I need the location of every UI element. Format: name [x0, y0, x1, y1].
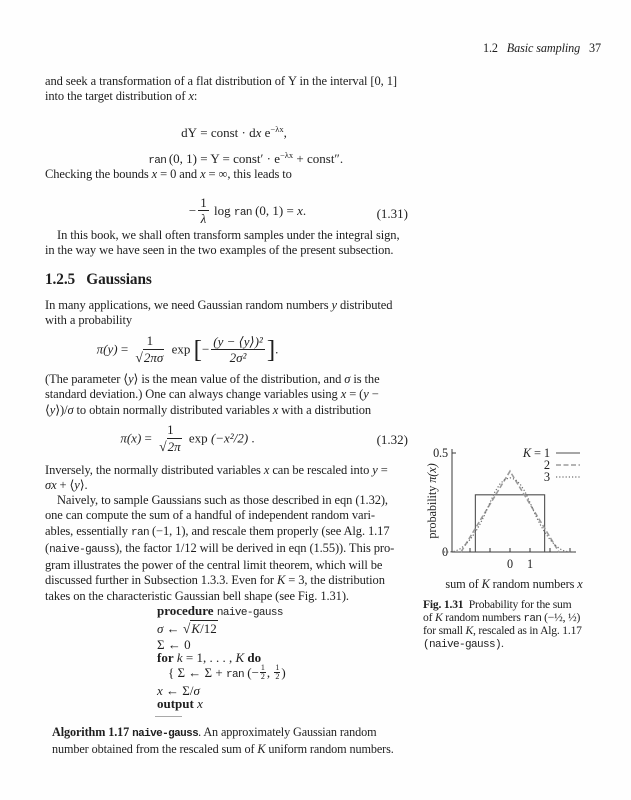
text-segment: σx — [45, 478, 57, 493]
running-header — [483, 41, 601, 56]
text-segment: K — [191, 621, 201, 636]
algorithm-caption — [52, 725, 394, 757]
text-segment: Fig. 1.31 — [423, 598, 464, 611]
text-segment: Probability for the sum — [463, 598, 572, 611]
equation-row — [117, 118, 343, 144]
small-fraction: $\frac{1}{2}$ — [260, 663, 265, 681]
text-segment: 37 — [580, 41, 601, 55]
text-segment: number obtained from the rescaled sum of — [52, 742, 258, 756]
fraction: $\frac{\text{(y − ⟨y⟩)²}}{\text{2σ²}}$ — [213, 333, 263, 365]
text-segment: ⟨ — [45, 402, 50, 417]
equation-content: π(x) = 1 √2π exp (−x²/2) . — [120, 422, 255, 455]
legend-label: 2 — [543, 458, 550, 472]
text-segment: 1.2 — [482, 41, 507, 55]
text-segment: and seek a transformation of a flat distribution of Υ in the interval [0, 1] — [45, 74, 397, 88]
equation-rhs: = const · dx $e^{-\lambda x}$, — [200, 124, 287, 140]
x-tick-label: 0 — [507, 557, 513, 571]
x-axis-label: sum of K random numbers x — [445, 577, 583, 591]
text-line — [45, 89, 397, 104]
paragraph-naively — [45, 493, 394, 604]
text-segment: In many applications, we need Gaussian random numbers — [45, 298, 332, 312]
text-segment: K — [257, 742, 266, 756]
text-segment: is the — [350, 372, 380, 386]
text-line — [45, 313, 392, 328]
text-segment: { Σ ← Σ + — [168, 665, 226, 680]
text-segment: naive-gauss — [216, 607, 283, 619]
equation-lhs: ran (0, 1) — [148, 151, 197, 167]
equation-pi-y — [45, 334, 408, 367]
text-segment: = ∞, this leads to — [205, 167, 292, 181]
text-segment: can be rescaled into — [269, 463, 373, 477]
text-segment: ← Σ/ — [162, 683, 194, 698]
text-segment: random numbers — [442, 610, 524, 624]
equation-lhs: dΥ — [181, 125, 197, 140]
text-line — [45, 478, 388, 493]
text-segment: = — [377, 463, 388, 477]
algorithm-line: { Σ ← Σ + ran (− $\frac{1}{2}$ , $\frac{1}{2}$ ) — [168, 663, 286, 681]
series-3-line — [444, 478, 576, 552]
superscript: −λx — [279, 150, 294, 160]
legend-label: K = 1 — [522, 446, 550, 460]
sqrt-radical: √ — [182, 621, 191, 636]
text-line — [45, 493, 394, 508]
text-segment: one can compute the sum of a handful of independent random vari- — [45, 508, 375, 523]
text-line — [45, 372, 380, 387]
text-segment: gram illustrates the power of the central limit theorem, which will be — [45, 558, 383, 573]
text-segment: ( — [45, 540, 50, 555]
text-segment: σ — [193, 683, 200, 698]
text-line — [45, 589, 394, 604]
text-line — [45, 573, 394, 588]
text-segment: Basic sampling — [506, 41, 581, 55]
text-line — [45, 228, 399, 243]
text-segment: into the target distribution of — [45, 89, 189, 104]
paragraph-seek-transformation — [45, 74, 397, 105]
equation-dupsilon — [117, 118, 343, 172]
equation-rhs: = Υ = const′ · $e^{-\lambda x}$ + const″. — [200, 150, 344, 166]
text-segment: ( — [243, 665, 252, 680]
text-line — [45, 387, 380, 402]
section-heading — [45, 271, 152, 289]
algorithm-line — [157, 604, 286, 620]
algorithm-naive-gauss — [157, 604, 286, 717]
text-segment: Algorithm 1.17 — [52, 725, 130, 739]
text-line — [45, 243, 399, 258]
paragraph-in-this-book — [45, 228, 399, 259]
text-line — [45, 403, 380, 418]
equation-number: (1.32) — [376, 432, 408, 447]
text-segment: with a probability — [45, 313, 133, 328]
text-segment: /12 — [200, 621, 217, 636]
text-segment: − — [368, 387, 379, 402]
y-tick-label: 0 — [442, 545, 448, 559]
legend-label: 3 — [543, 470, 550, 484]
text-segment: Checking the bounds — [45, 167, 152, 181]
text-segment: + ⟨ — [56, 478, 75, 493]
right-bracket: ] — [266, 336, 276, 364]
text-segment: y — [331, 298, 337, 312]
y-axis-label: probability π(x) — [425, 463, 439, 539]
text-segment: x — [197, 696, 203, 711]
text-segment: K — [434, 610, 443, 624]
text-segment: K — [276, 573, 286, 588]
text-segment: naive-gauss — [49, 543, 116, 556]
equation-1-32 — [45, 423, 408, 456]
text-segment: for — [157, 650, 174, 665]
text-segment: in the way we have seen in the two examples of the present subsection. — [45, 243, 394, 258]
algorithm-line — [157, 697, 286, 711]
text-segment: = ( — [346, 387, 364, 402]
x-tick-label: 1 — [527, 557, 533, 571]
text-segment: of — [423, 610, 435, 624]
text-segment: y — [74, 478, 80, 493]
text-segment: distributed — [337, 298, 393, 312]
text-segment: naive-gauss — [132, 728, 199, 740]
small-fraction: $\frac{1}{2}$ — [275, 663, 280, 681]
paragraph-checking-bounds — [45, 167, 292, 182]
series-1-line — [475, 495, 544, 552]
text-line — [45, 524, 394, 541]
text-segment: procedure — [157, 603, 214, 618]
paragraph-parameter — [45, 372, 380, 418]
text-segment: do — [247, 650, 262, 665]
text-segment: x — [188, 89, 194, 104]
figure-caption — [423, 599, 629, 652]
text-line — [52, 725, 394, 742]
sqrt-radical: √ — [135, 350, 143, 366]
text-segment: x — [263, 463, 270, 477]
text-segment: standard deviation.) One can always change variables using — [45, 387, 341, 402]
probability-chart — [423, 438, 631, 598]
text-segment: σ — [157, 621, 164, 636]
text-segment: In this book, we shall often transform samples under the integral sign, — [57, 228, 400, 242]
text-segment: takes on the characteristic Gaussian bell shape (see Fig. 1.31). — [45, 588, 349, 603]
text-segment: (naive-gauss) — [423, 639, 502, 652]
equation-number: (1.31) — [376, 206, 408, 221]
fraction: $\frac{1}{\lambda}$ — [200, 195, 207, 227]
text-segment: uniform random numbers. — [265, 742, 394, 756]
text-line — [45, 558, 394, 573]
text-segment: ⟩)/ — [55, 402, 68, 417]
text-segment: = 3, the distribution — [285, 573, 385, 588]
text-segment: = 0 and — [157, 167, 201, 181]
text-segment: Σ ← 0 — [157, 637, 191, 652]
text-segment: (−1, 1), and rescale them properly (see Alg. 1.17 — [148, 523, 390, 538]
text-segment: Naively, to sample Gaussians such as those described in eqn (1.32), — [57, 493, 388, 507]
text-line — [45, 74, 397, 89]
text-segment: , rescaled as in Alg. 1.17 — [472, 624, 582, 638]
text-segment: ⟩. — [79, 478, 88, 493]
text-segment: x — [272, 402, 279, 417]
paragraph-inversely — [45, 463, 388, 494]
text-segment: y — [372, 463, 378, 477]
text-line — [45, 167, 292, 182]
text-segment: ran — [523, 612, 542, 625]
text-segment: (The parameter ⟨ — [45, 372, 129, 386]
fraction: 1 √2π — [159, 422, 181, 455]
text-segment: σ — [67, 402, 74, 417]
text-segment: to obtain normally distributed variables — [73, 402, 273, 417]
text-segment: y — [128, 372, 134, 386]
text-segment: x — [200, 167, 206, 181]
text-segment: ← — [163, 621, 183, 636]
text-segment: ran — [130, 526, 149, 539]
algorithm-line — [157, 620, 286, 638]
text-segment: ran — [225, 669, 244, 681]
fraction: 1 √2πσ — [135, 333, 164, 366]
figure-1-31 — [423, 438, 631, 598]
text-segment — [75, 271, 86, 288]
text-segment: . An approximately Gaussian random — [198, 725, 377, 739]
text-segment: ⟩ is the mean value of the distribution, and — [133, 372, 345, 386]
text-segment: 1.2.5 — [45, 271, 76, 288]
text-line — [423, 638, 629, 652]
equation-1-31 — [45, 196, 408, 228]
text-segment: k — [176, 650, 183, 665]
text-segment: discussed further in Subsection 1.3.3. Even for — [45, 573, 277, 588]
text-segment: y — [49, 402, 56, 417]
text-segment: for small — [423, 624, 466, 638]
superscript: −λx — [270, 124, 284, 134]
text-segment: σ — [344, 372, 351, 386]
paragraph-many-applications — [45, 298, 392, 329]
text-line — [45, 298, 392, 313]
sqrt-radical: √ — [159, 439, 167, 455]
text-segment: : — [193, 89, 198, 104]
text-segment: . — [501, 637, 504, 651]
text-segment: output — [157, 696, 194, 711]
text-line — [423, 625, 629, 638]
text-segment: with a distribution — [278, 402, 372, 417]
algorithm-line — [157, 651, 286, 664]
text-segment: y — [363, 387, 369, 402]
text-segment: K — [235, 650, 245, 665]
text-segment: x — [340, 387, 347, 402]
text-segment: K — [465, 624, 473, 638]
text-segment: Inversely, the normally distributed variables — [45, 463, 264, 477]
text-segment: x — [157, 683, 163, 698]
text-segment: = 1, . . . , — [182, 650, 236, 665]
text-segment: ), the factor 1/12 will be derived in eqn (1.55)). This pro- — [115, 540, 395, 555]
text-line — [423, 612, 629, 626]
text-segment: ables, essentially — [45, 523, 131, 538]
text-line — [45, 508, 394, 523]
text-line — [45, 463, 388, 478]
left-bracket: [ — [193, 336, 202, 364]
text-segment: (−½, ½) — [541, 610, 581, 624]
algorithm-end-rule — [155, 716, 182, 717]
text-segment: Gaussians — [86, 271, 152, 288]
text-line — [52, 742, 394, 757]
text-line — [45, 541, 394, 558]
y-tick-label: 0.5 — [433, 446, 448, 460]
equation-content: − $\frac{1}{\lambda}$ log ran (0, 1) = x. — [188, 195, 307, 227]
equation-content: π(y) = 1 √2πσ exp [− $\frac{\text{(y − ⟨y⟩)²}}{\text{2σ²}}$ ]. — [96, 333, 279, 366]
text-segment: x — [151, 167, 158, 181]
